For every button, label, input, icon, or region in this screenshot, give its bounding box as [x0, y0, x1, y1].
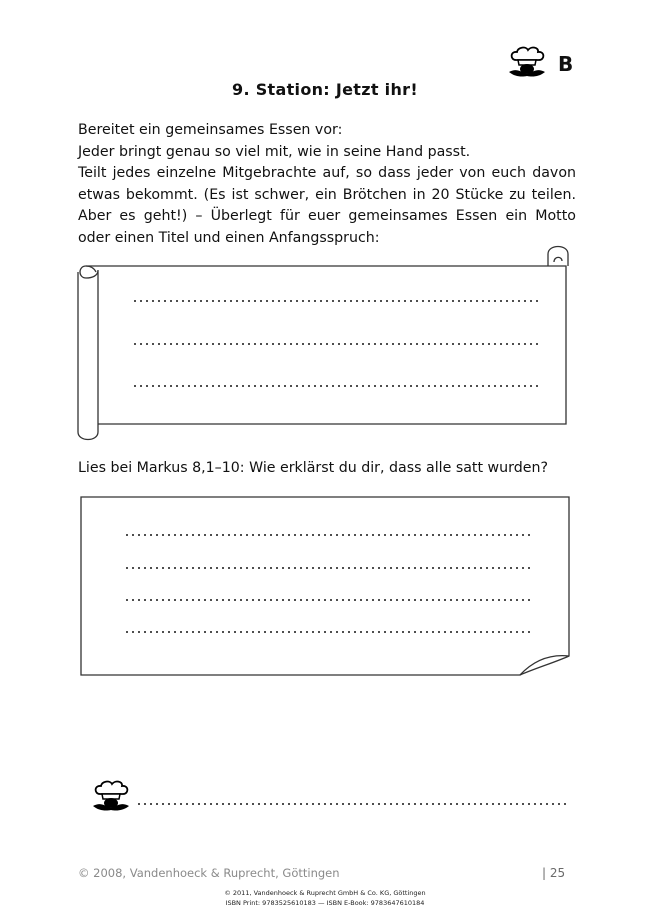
level-letter: B [558, 52, 574, 76]
paper-frame [78, 494, 572, 678]
footer-copyright: © 2008, Vandenhoeck & Ruprecht, Göttingen [78, 866, 340, 880]
footer-publisher-line: © 2011, Vandenhoeck & Ruprecht GmbH & Co. KG, Göttingen [224, 889, 426, 897]
instruction-line: Bereitet ein gemeinsames Essen vor: [78, 122, 343, 138]
instruction-line: Aber es geht!) – Überlegt für euer gemeinsames Essen ein Motto [78, 208, 576, 224]
question-text: Lies bei Markus 8,1–10: Wie erklärst du dir, dass alle satt wurden? [78, 460, 548, 476]
answer-line[interactable] [132, 342, 540, 346]
chef-hat-icon [90, 780, 132, 812]
instruction-line: etwas bekommt. (Es ist schwer, ein Brötchen in 20 Stücke zu teilen. [78, 186, 576, 203]
instruction-line: Jeder bringt genau so viel mit, wie in seine Hand passt. [78, 143, 471, 160]
answer-line[interactable] [124, 566, 532, 570]
name-line[interactable] [136, 802, 568, 806]
answer-line[interactable] [124, 630, 532, 634]
answer-line[interactable] [124, 598, 532, 602]
answer-line[interactable] [132, 299, 540, 303]
instruction-line: oder einen Titel und einen Anfangsspruch: [78, 229, 380, 246]
page-title: 9. Station: Jetzt ihr! [232, 80, 418, 99]
instruction-line: Teilt jedes einzelne Mitgebrachte auf, so dass jeder von euch davon [78, 165, 576, 181]
chef-hat-icon [506, 46, 548, 78]
answer-line[interactable] [132, 384, 540, 388]
answer-line[interactable] [124, 533, 532, 537]
instructions-text [78, 120, 576, 249]
footer-publisher [0, 888, 650, 908]
page-number: | 25 [542, 866, 566, 880]
footer-isbn-line: ISBN Print: 9783525610183 — ISBN E-Book: 9783647610184 [225, 899, 425, 907]
